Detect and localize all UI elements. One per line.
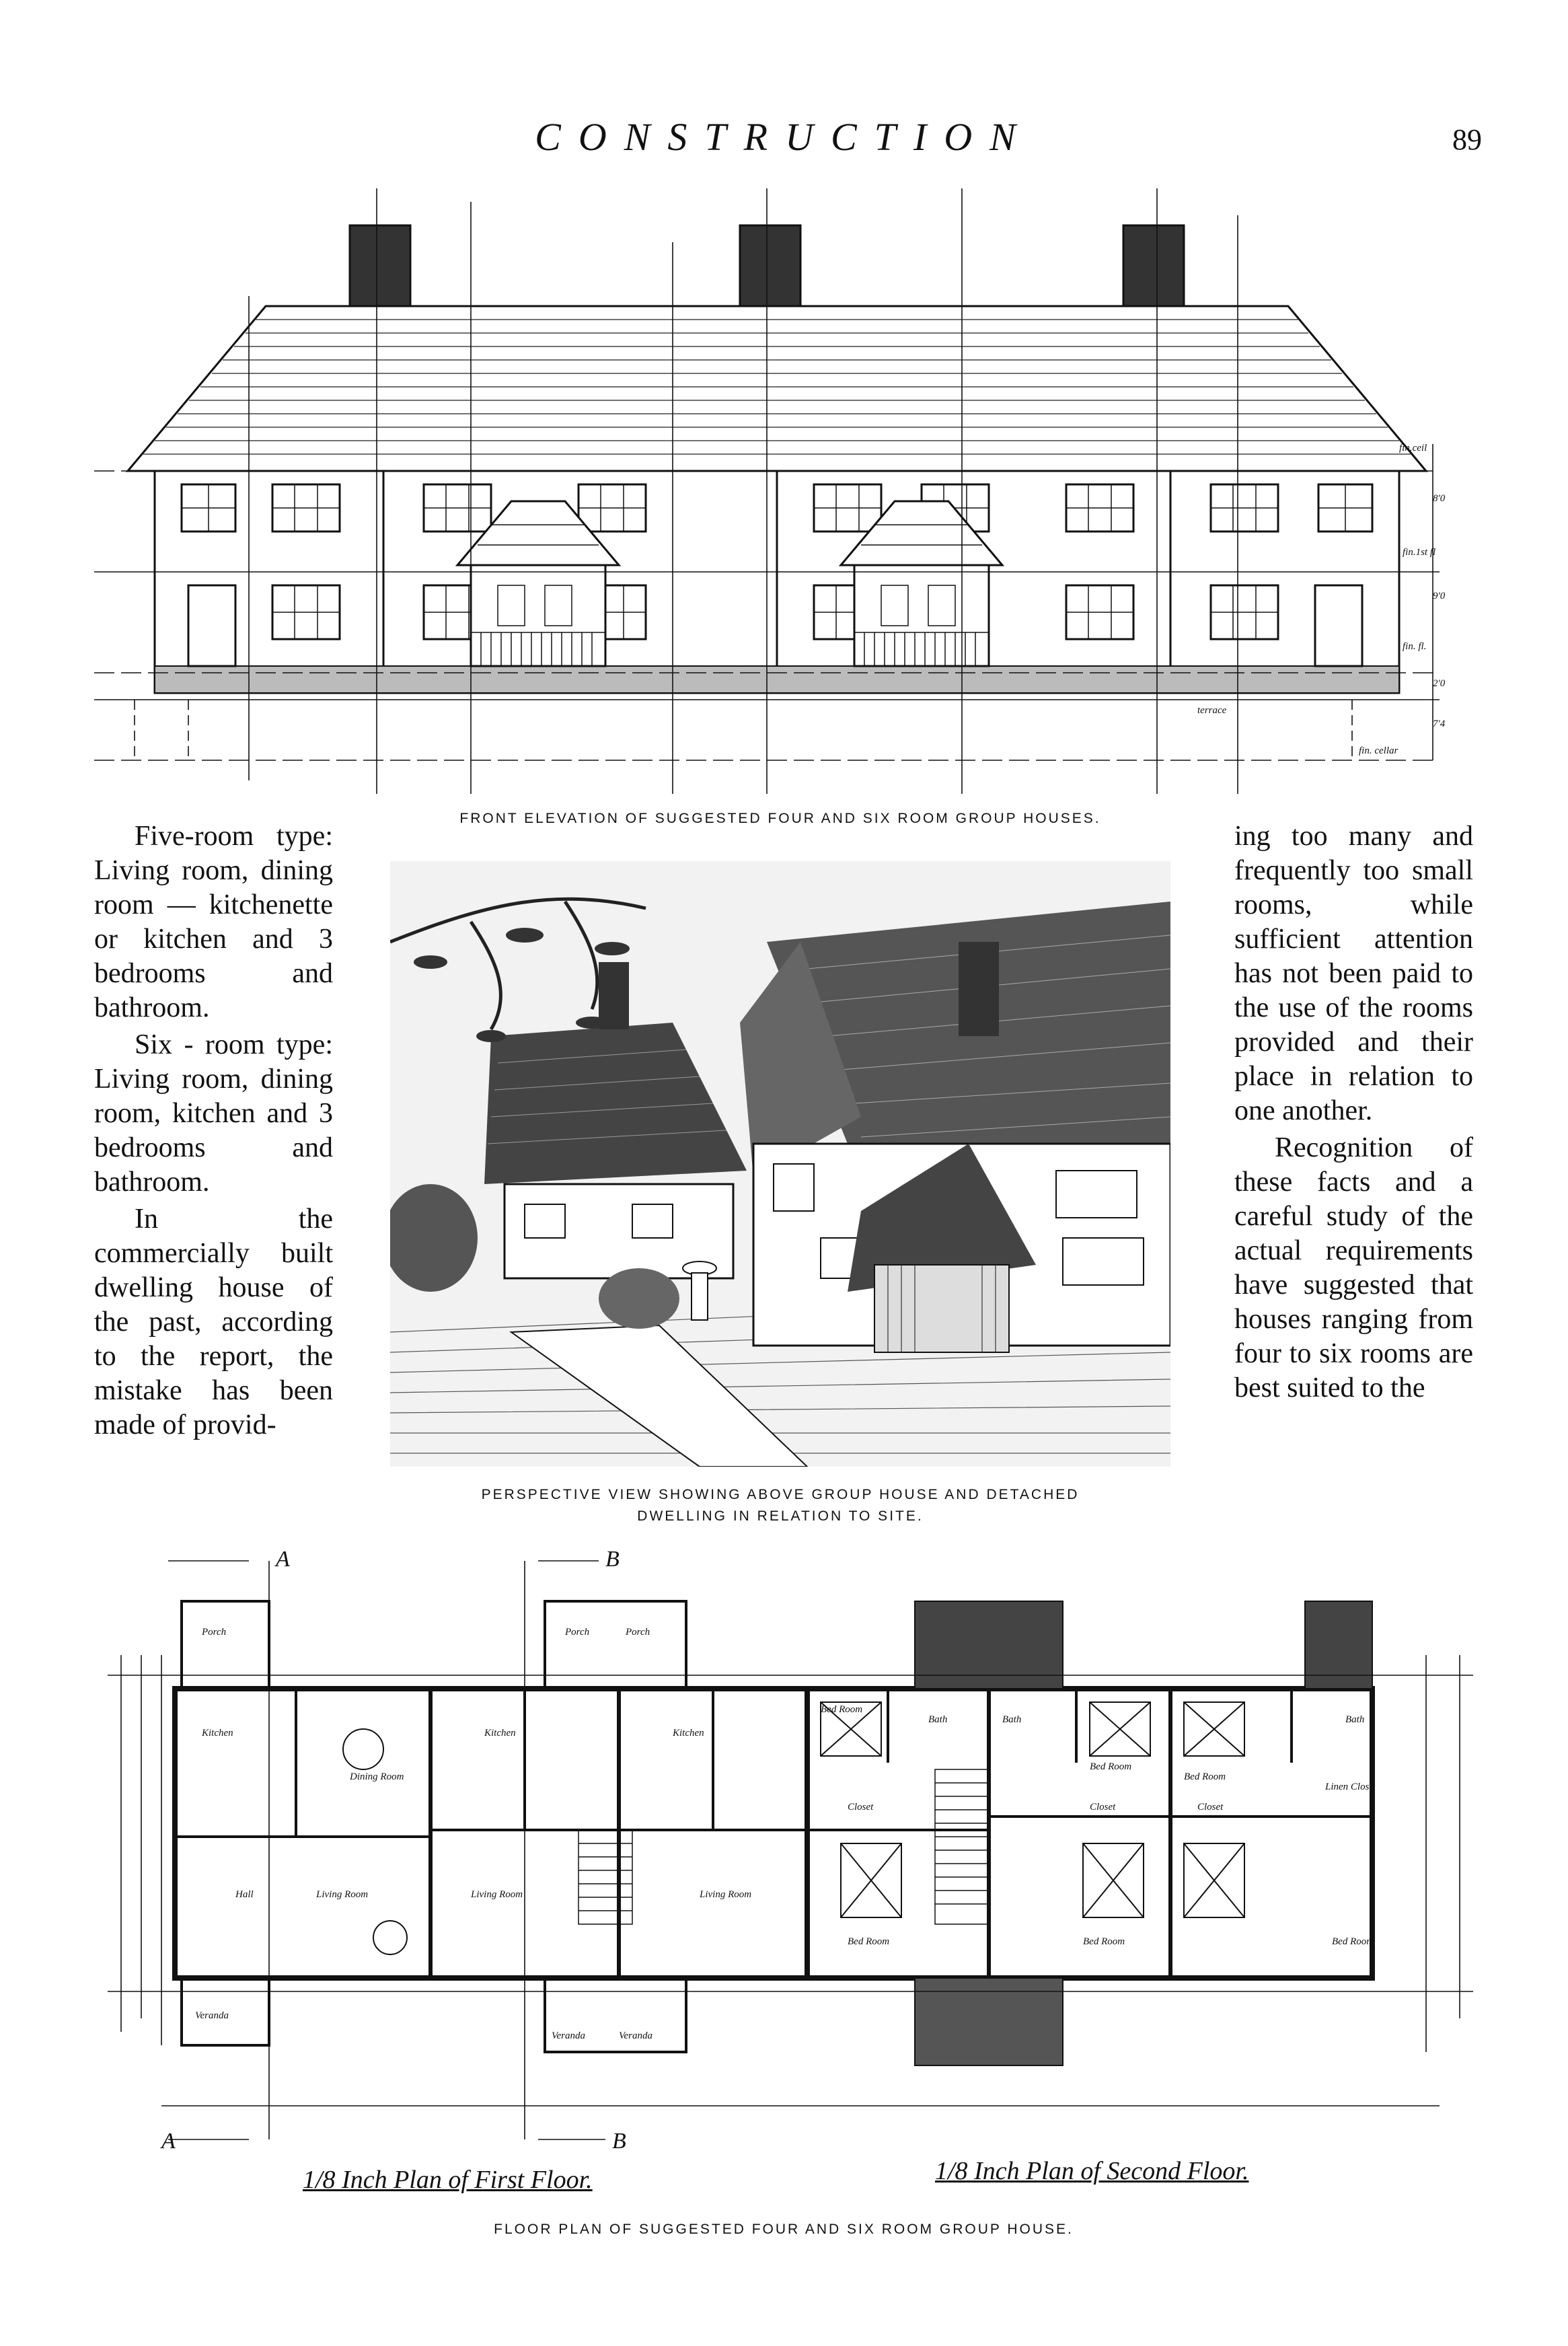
ann-dim-9: 9'0 <box>1433 591 1446 601</box>
label-bed-room-5: Bed Room <box>1083 1936 1125 1947</box>
label-bed-room-1: Bed Room <box>821 1704 863 1715</box>
label-living-3: Living Room <box>700 1889 752 1900</box>
perspective-caption-line2: DWELLING IN RELATION TO SITE. <box>637 1508 924 1524</box>
label-bath-1: Bath <box>928 1714 948 1725</box>
perspective-caption-line1: PERSPECTIVE VIEW SHOWING ABOVE GROUP HOUSE AND DETACHED <box>481 1487 1080 1502</box>
paragraph-five-room: Five-room type: Living room, dining room — kitchenette or kitchen and 3 bedrooms and bathroom. <box>94 821 333 1023</box>
label-kitchen: Kitchen <box>202 1728 233 1738</box>
label-porch: Porch <box>202 1627 227 1638</box>
ann-fin-floor: fin. fl. <box>1403 641 1427 652</box>
label-veranda: Veranda <box>195 2010 229 2021</box>
running-head-title: CONSTRUCTION <box>535 115 1033 159</box>
left-text-column <box>94 819 333 1445</box>
paragraph-recognition: Recognition of these facts and a careful study of the actual requirements have suggested that houses ranging from four to six rooms are best suited to the <box>1234 1132 1473 1403</box>
label-linen: Linen Clos. <box>1325 1782 1372 1792</box>
paragraph-rooms: ing too many and frequently too small rooms, while sufficient attention has not been paid to the use of the rooms provided and their place in relation to one another. <box>1234 821 1473 1126</box>
elevation-caption: FRONT ELEVATION OF SUGGESTED FOUR AND SIX ROOM GROUP HOUSES. <box>459 811 1101 826</box>
right-text-column <box>1234 819 1473 1408</box>
section-marker-b-top: B <box>605 1547 620 1572</box>
label-bed-room-4: Bed Room <box>848 1936 890 1947</box>
label-closet-1: Closet <box>848 1802 874 1812</box>
paragraph-commercial: In the commercially built dwelling house of the past, according to the report, the mistake has been made of provid- <box>94 1204 333 1440</box>
floor-plan-svg <box>94 1547 1480 2153</box>
ann-dim-8: 8'0 <box>1433 493 1446 504</box>
first-floor-plan-label: 1/8 Inch Plan of First Floor. <box>303 2166 593 2194</box>
paragraph-six-room: Six - room type: Living room, dining room, kitchen and 3 bedrooms and bathroom. <box>94 1029 333 1198</box>
ann-fin-first: fin.1st fl <box>1403 547 1436 558</box>
ann-dim-7: 7'4 <box>1433 719 1446 729</box>
perspective-illustration <box>390 861 1170 1467</box>
front-elevation-drawing <box>94 188 1473 807</box>
floor-plan-drawing <box>94 1547 1480 2153</box>
label-kitchen-3: Kitchen <box>673 1728 704 1738</box>
page-number: 89 <box>1452 123 1482 156</box>
section-marker-a-top: A <box>276 1547 290 1572</box>
label-veranda-3: Veranda <box>619 2030 652 2041</box>
ann-fin-cellar: fin. cellar <box>1359 745 1398 756</box>
label-hall: Hall <box>235 1889 254 1900</box>
label-bed-room-3: Bed Room <box>1184 1771 1226 1782</box>
floor-plan-caption: FLOOR PLAN OF SUGGESTED FOUR AND SIX ROOM GROUP HOUSE. <box>494 2222 1074 2237</box>
label-bed-room-2: Bed Room <box>1090 1761 1132 1772</box>
perspective-svg <box>390 861 1170 1467</box>
label-closet-2: Closet <box>1090 1802 1116 1812</box>
elevation-svg <box>94 188 1473 807</box>
label-bed-room-6: Bed Room <box>1332 1936 1374 1947</box>
ann-fin-ceil: fin.ceil <box>1399 443 1427 453</box>
label-closet-3: Closet <box>1197 1802 1224 1812</box>
section-marker-b-bottom: B <box>612 2129 626 2153</box>
label-living-2: Living Room <box>471 1889 523 1900</box>
label-kitchen-2: Kitchen <box>484 1728 516 1738</box>
label-bath-3: Bath <box>1345 1714 1365 1725</box>
label-bath-2: Bath <box>1002 1714 1022 1725</box>
ann-dim-2: 2'0 <box>1433 678 1446 689</box>
label-living: Living Room <box>316 1889 369 1900</box>
label-porch-2: Porch <box>565 1627 590 1638</box>
section-marker-a-bottom: A <box>161 2129 176 2153</box>
label-veranda-2: Veranda <box>552 2030 585 2041</box>
second-floor-plan-label: 1/8 Inch Plan of Second Floor. <box>935 2157 1249 2185</box>
label-dining: Dining Room <box>350 1771 404 1782</box>
label-porch-3: Porch <box>626 1627 650 1638</box>
ann-terrace: terrace <box>1197 705 1227 716</box>
